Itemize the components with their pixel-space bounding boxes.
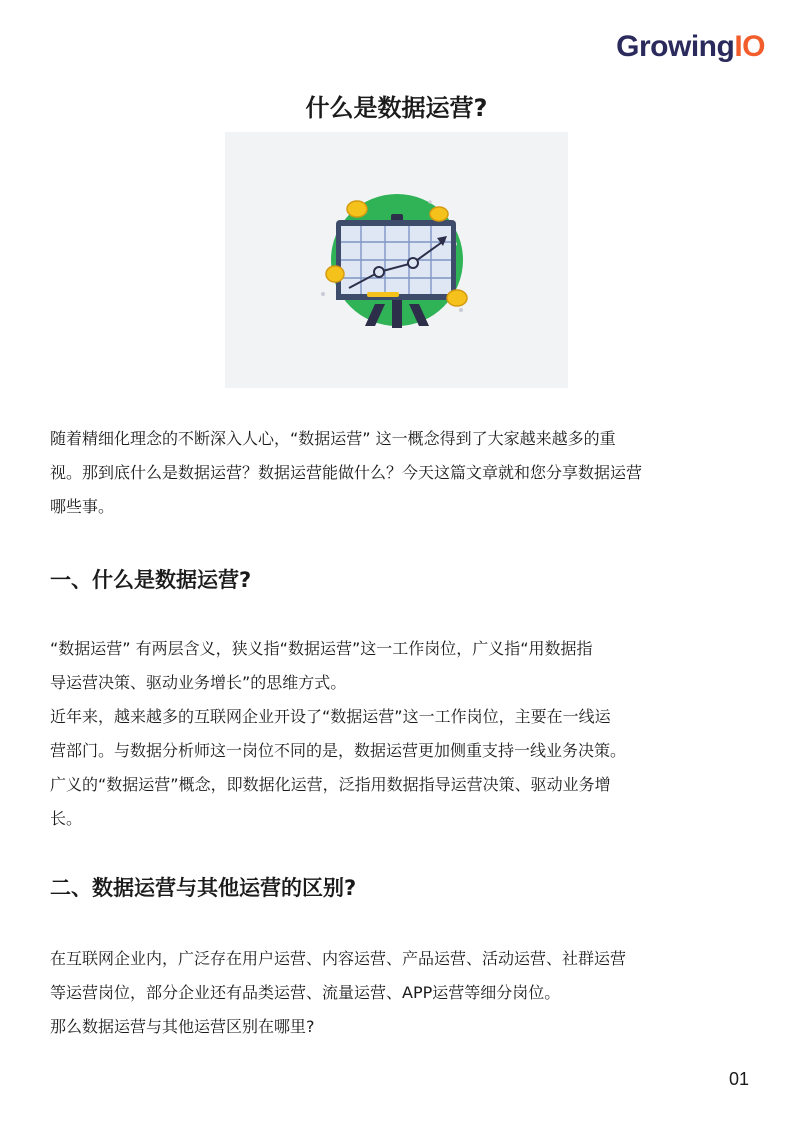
text-line: 那么数据运营与其他运营区别在哪里? xyxy=(50,1017,315,1036)
text-line: 广义的“数据运营”概念，即数据化运营，泛指用数据指导运营决策、驱动业务增 xyxy=(50,775,611,794)
section2-heading: 二、数据运营与其他运营的区别? xyxy=(50,876,357,900)
page-number: 01 xyxy=(728,1069,749,1089)
intro-paragraph xyxy=(50,422,750,524)
text-line: 随着精细化理念的不断深入人心，“数据运营” 这一概念得到了大家越来越多的重 xyxy=(50,429,616,448)
page-title: 什么是数据运营? xyxy=(305,94,488,122)
text-line: 近年来，越来越多的互联网企业开设了“数据运营”这一工作岗位，主要在一线运 xyxy=(50,707,611,726)
text-line: 营部门。与数据分析师这一岗位不同的是，数据运营更加侧重支持一线业务决策。 xyxy=(50,741,627,760)
section2-paragraph xyxy=(50,942,750,1044)
text-line: 在互联网企业内，广泛存在用户运营、内容运营、产品运营、活动运营、社群运营 xyxy=(50,949,627,968)
text-line: 哪些事。 xyxy=(50,497,115,516)
section1-paragraph xyxy=(50,632,750,836)
growingio-logo xyxy=(616,30,765,64)
chart-board-icon xyxy=(225,132,568,388)
logo-text-growing: Growing xyxy=(616,30,735,63)
text-line: 视。那到底什么是数据运营？数据运营能做什么？今天这篇文章就和您分享数据运营 xyxy=(50,463,643,482)
text-line: 导运营决策、驱动业务增长”的思维方式。 xyxy=(50,673,347,692)
logo-text-io: IO xyxy=(734,30,765,63)
text-line: 长。 xyxy=(50,809,83,828)
text-line: “数据运营” 有两层含义，狭义指“数据运营”这一工作岗位，广义指“用数据指 xyxy=(50,639,593,658)
section1-heading: 一、什么是数据运营? xyxy=(50,568,252,592)
text-line: 等运营岗位，部分企业还有品类运营、流量运营、APP运营等细分岗位。 xyxy=(50,983,561,1002)
hero-illustration xyxy=(225,132,568,388)
